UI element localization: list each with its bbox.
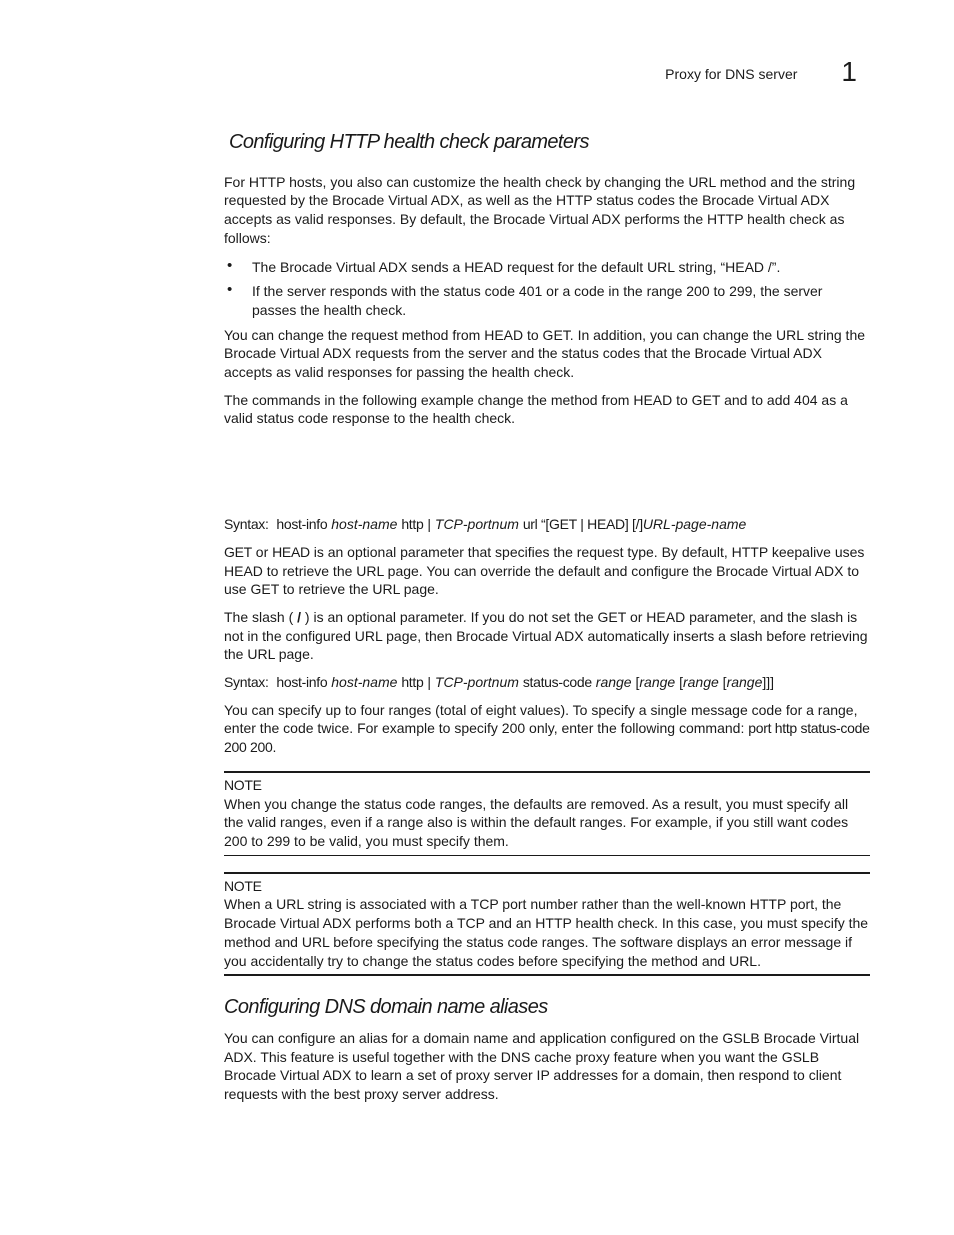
change-method-paragraph: You can change the request method from HEAD to GET. In addition, you can change the URL string the Brocade Virtual ADX requests from the server and the status codes that the Brocade Virtual ADX accepts as valid responses for passing the health check. <box>224 326 866 381</box>
intro-paragraph: For HTTP hosts, you also can customize the health check by changing the URL method and the string requested by the Brocade Virtual ADX, as well as the HTTP status codes the Brocade Virtual ADX accepts as valid responses. By default, the Brocade Virtual ADX performs the HTTP health check as follows: <box>224 173 856 246</box>
section-heading-http-health-check: Configuring HTTP health check parameters <box>229 131 589 153</box>
document-body <box>224 133 870 1104</box>
note-label: NOTE <box>224 877 262 894</box>
syntax-status-code-line: Syntax: host-info host-name http | TCP-portnum status-code range [range [range [range]]] <box>224 674 775 691</box>
note-text: When you change the status code ranges, the defaults are removed. As a result, you must specify all the valid ranges, even if a range also is within the default ranges. For example, if you still want codes 200 to 299 to be valid, you must specify them. <box>224 795 849 849</box>
syntax-url-line: Syntax: host-info host-name http | TCP-portnum url “[GET | HEAD] [/]URL-page-name <box>224 516 747 533</box>
note-text: When a URL string is associated with a TCP port number rather than the well-known HTTP port, the Brocade Virtual ADX performs both a TCP and an HTTP health check. In this case, you must specify the method and URL before specifying the status code ranges. The software displays an error message if you accidentally try to change the status codes before specifying the method and URL. <box>224 896 869 969</box>
commands-paragraph: The commands in the following example change the method from HEAD to GET and to add 404 as a valid status code response to the health check. <box>224 391 848 427</box>
default-behavior-list <box>224 258 870 320</box>
ranges-paragraph: You can specify up to four ranges (total of eight values). To specify a single message code for a range, enter the code twice. For example to specify 200 only, enter the following command: port http status-code 200 200. <box>224 701 870 756</box>
section-heading-dns-aliases: Configuring DNS domain name aliases <box>224 996 548 1019</box>
running-header-title: Proxy for DNS server <box>665 66 798 82</box>
chapter-number: 1 <box>841 56 857 87</box>
dns-aliases-paragraph: You can configure an alias for a domain name and application configured on the GSLB Brocade Virtual ADX. This feature is useful together with the DNS cache proxy feature when you want the GSLB Brocade Virtual ADX to learn a set of proxy server IP addresses for a domain, then respond to client requests with the best proxy server address. <box>224 1029 860 1103</box>
list-item: • The Brocade Virtual ADX sends a HEAD request for the default URL string, “HEAD /”. <box>224 258 870 277</box>
slash-paragraph: The slash ( / ) is an optional parameter. If you do not set the GET or HEAD parameter, and the slash is not in the configured URL page, then Brocade Virtual ADX automatically inserts a slash before retrieving the URL page. <box>224 608 868 663</box>
list-item: • If the server responds with the status code 401 or a code in the range 200 to 299, the server passes the health check. <box>224 282 870 319</box>
note-label: NOTE <box>224 776 262 793</box>
get-head-paragraph: GET or HEAD is an optional parameter that specifies the request type. By default, HTTP keepalive uses HEAD to retrieve the URL page. You can override the default and configure the Brocade Virtual ADX to use GET to retrieve the URL page. <box>224 543 865 598</box>
note-url-tcp-port <box>224 872 870 977</box>
note-status-code-ranges <box>224 771 870 856</box>
page-header <box>665 58 857 86</box>
